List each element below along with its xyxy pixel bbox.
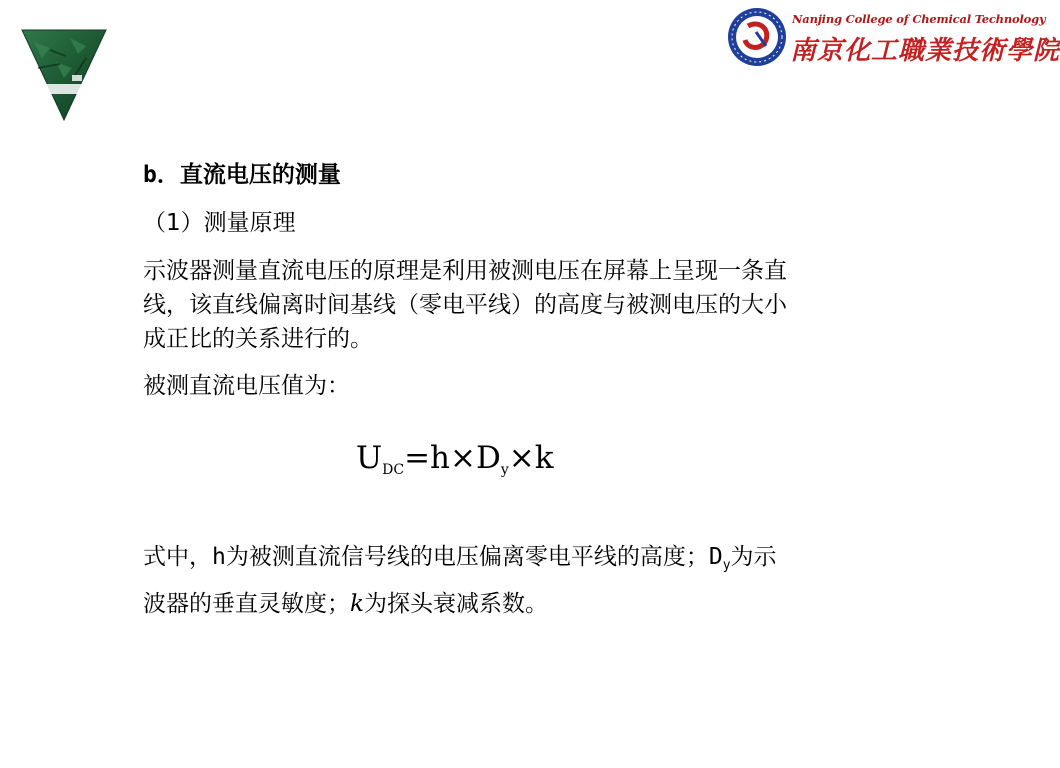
principle-paragraph bbox=[143, 254, 953, 356]
college-logo bbox=[726, 6, 1060, 68]
description-line-2: 波器的垂直灵敏度；k为探头衰减系数。 bbox=[143, 591, 548, 617]
voltage-formula bbox=[356, 440, 554, 478]
principle-line: 线，该直线偏离时间基线（零电平线）的高度与被测电压的大小 bbox=[143, 292, 787, 318]
formula-intro: 被测直流电压值为： bbox=[143, 373, 350, 399]
principle-line: 示波器测量直流电压的原理是利用被测电压在屏幕上呈现一条直 bbox=[143, 258, 787, 284]
corner-triangle-decoration bbox=[20, 28, 108, 122]
logo-english-name: Nanjing College of Chemical Technology bbox=[792, 12, 1046, 26]
logo-chinese-name: 南京化工職業技術學院 bbox=[790, 36, 1060, 66]
formula-description bbox=[143, 538, 955, 623]
slide-heading: b．直流电压的测量 bbox=[143, 162, 341, 188]
description-line-1: 式中，h为被测直流信号线的电压偏离零电平线的高度；$D_y$为示 bbox=[143, 544, 777, 573]
formula-d-subscript: y bbox=[500, 462, 509, 478]
college-emblem-icon bbox=[726, 6, 788, 68]
formula-h-d: =h×D bbox=[404, 440, 501, 476]
principle-line: 成正比的关系进行的。 bbox=[143, 326, 373, 352]
formula-u: U bbox=[356, 440, 383, 476]
formula-k: ×k bbox=[508, 440, 554, 476]
slide-body bbox=[143, 158, 953, 404]
formula-u-subscript: DC bbox=[382, 462, 405, 478]
slide-subheading: （1）测量原理 bbox=[143, 210, 296, 236]
